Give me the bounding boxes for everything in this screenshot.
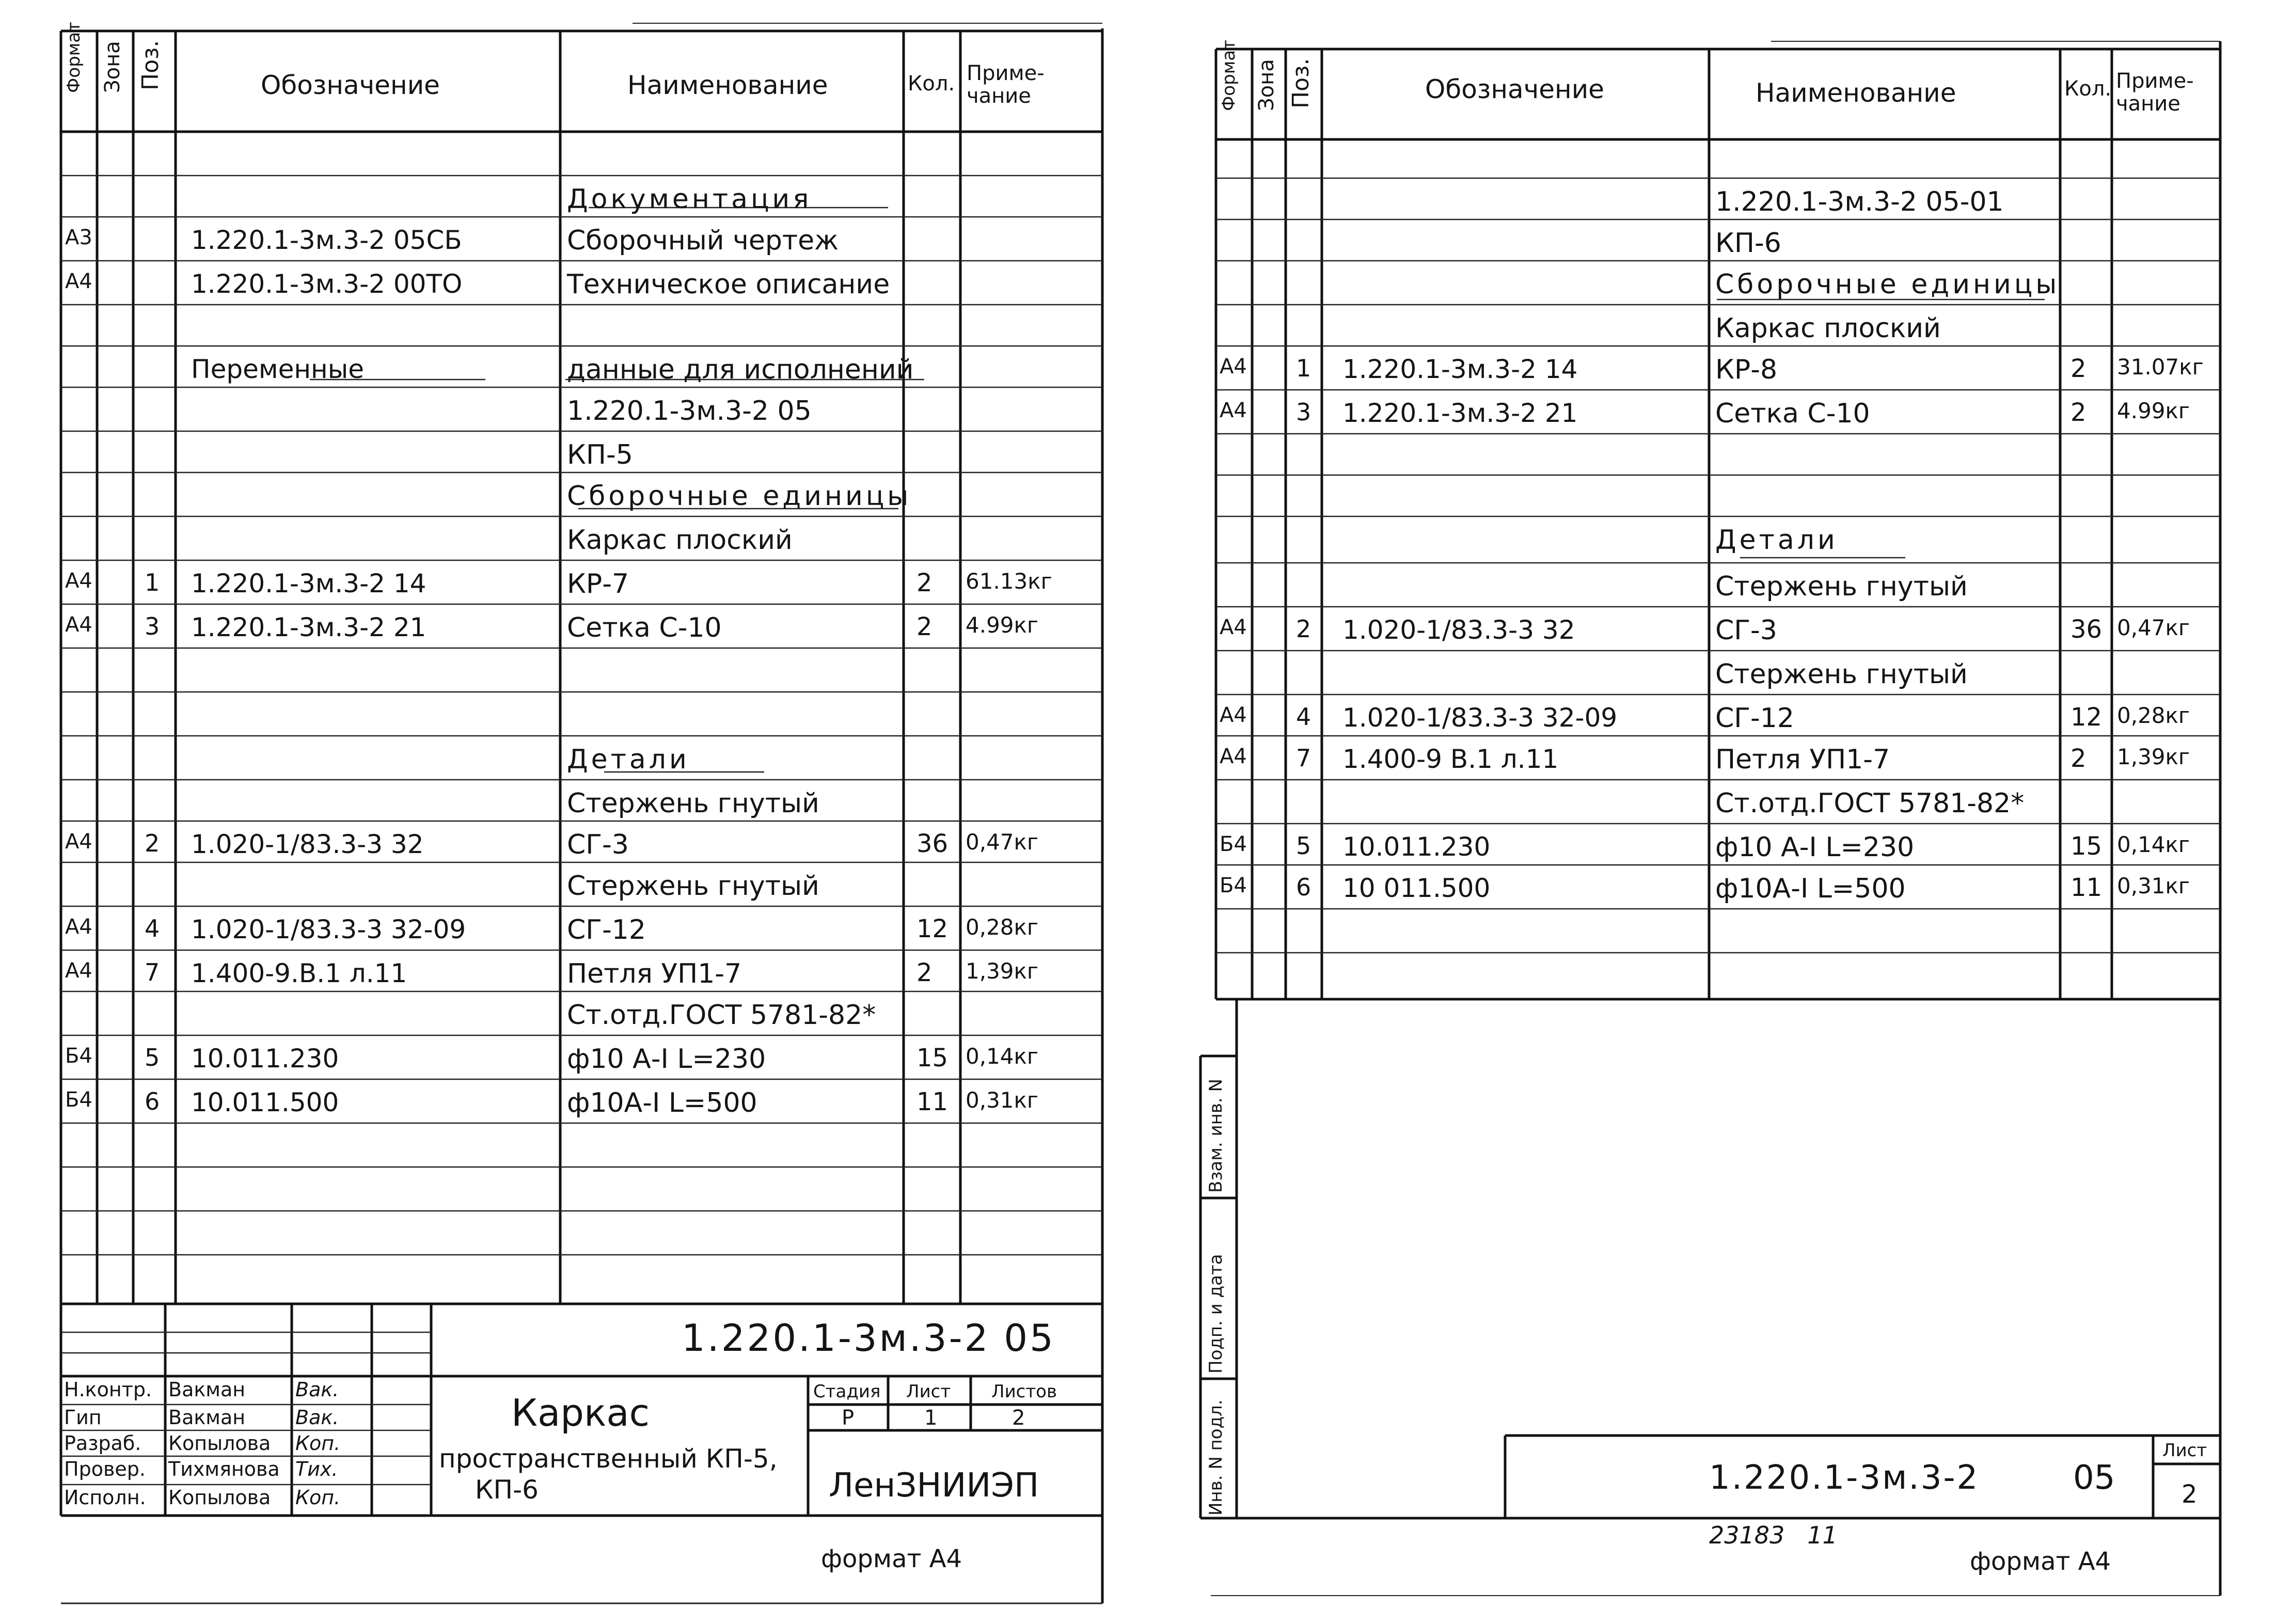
designation-cell: 1.020-1/83.3-3 32-09 bbox=[191, 915, 466, 944]
name-cell: СГ-12 bbox=[567, 915, 646, 945]
designation-cell: 1.220.1-3м.3-2 05СБ bbox=[191, 225, 462, 255]
qty-cell: 12 bbox=[916, 915, 949, 943]
format-cell: А4 bbox=[65, 959, 92, 983]
left-doc-number: 1.220.1-3м.3-2 05 bbox=[682, 1316, 1055, 1360]
role-cell: Провер. bbox=[64, 1458, 146, 1480]
name-cell: Ст.отд.ГОСТ 5781-82* bbox=[1715, 788, 2025, 819]
name-cell: ф10 А-I L=230 bbox=[567, 1044, 766, 1075]
designation-cell: 10.011.500 bbox=[191, 1087, 339, 1117]
format-cell: Б4 bbox=[1220, 874, 1247, 897]
position-cell: 5 bbox=[1296, 832, 1311, 860]
qty-cell: 2 bbox=[916, 958, 932, 987]
r-header-format: Формат bbox=[1219, 40, 1239, 111]
role-cell: Разраб. bbox=[64, 1432, 141, 1455]
qty-cell: 36 bbox=[916, 829, 949, 858]
format-cell: А4 bbox=[1220, 703, 1247, 727]
designation-cell: 1.220.1-3м.3-2 14 bbox=[1342, 354, 1578, 384]
person-name-cell: Копылова bbox=[168, 1486, 271, 1509]
note-cell: 1,39кг bbox=[2117, 744, 2190, 769]
note-cell: 61.13кг bbox=[966, 569, 1052, 594]
format-cell: Б4 bbox=[1220, 832, 1247, 856]
name-cell: Документация bbox=[567, 184, 812, 215]
left-sheet bbox=[0, 0, 1136, 1624]
sheets-label: Листов bbox=[991, 1381, 1057, 1402]
position-cell: 3 bbox=[1296, 398, 1311, 426]
note-cell: 4.99кг bbox=[2117, 398, 2190, 423]
r-header-designation: Обозначение bbox=[1425, 74, 1604, 104]
r-header-qty: Кол. bbox=[2064, 77, 2112, 101]
name-cell: СГ-12 bbox=[1715, 703, 1794, 734]
designation-cell: 1.220.1-3м.3-2 00ТО bbox=[191, 269, 463, 299]
designation-cell: 1.400-9 В.1 л.11 bbox=[1342, 744, 1559, 774]
title-line-3: КП-6 bbox=[475, 1475, 539, 1505]
name-cell: Сетка С-10 bbox=[567, 612, 722, 643]
signature-cell: Коп. bbox=[295, 1432, 341, 1455]
note-cell: 0,47кг bbox=[966, 829, 1038, 855]
role-cell: Гип bbox=[64, 1406, 102, 1429]
name-cell: Техническое описание bbox=[567, 269, 890, 300]
stamp-number: 23183 11 bbox=[1709, 1521, 1838, 1549]
name-cell: данные для исполнений bbox=[567, 354, 914, 385]
person-name-cell: Тихмянова bbox=[168, 1458, 280, 1480]
header-name: Наименование bbox=[627, 70, 828, 100]
format-cell: А4 bbox=[65, 915, 92, 939]
format-cell: А4 bbox=[65, 613, 92, 637]
header-qty: Кол. bbox=[908, 72, 955, 96]
position-cell: 7 bbox=[1296, 744, 1311, 772]
format-cell: Б4 bbox=[65, 1044, 92, 1068]
stage-label: Стадия bbox=[813, 1381, 881, 1402]
header-pos: Поз. bbox=[137, 40, 164, 90]
person-name-cell: Копылова bbox=[168, 1432, 271, 1455]
name-cell: Детали bbox=[567, 744, 690, 775]
side-label-replace: Взам. инв. N bbox=[1206, 1079, 1226, 1193]
position-cell: 4 bbox=[145, 915, 160, 942]
r-header-name: Наименование bbox=[1756, 78, 1956, 108]
sheets-value: 2 bbox=[1012, 1406, 1025, 1430]
side-label-inv: Инв. N подл. bbox=[1206, 1399, 1226, 1516]
qty-cell: 36 bbox=[2070, 615, 2103, 644]
title-line-1: Каркас bbox=[511, 1391, 650, 1434]
name-cell: 1.220.1-3м.3-2 05-01 bbox=[1715, 186, 2004, 217]
name-cell: Сетка С-10 bbox=[1715, 398, 1870, 429]
right-doc-suffix: 05 bbox=[2073, 1459, 2115, 1497]
name-cell: КП-6 bbox=[1715, 228, 1781, 259]
name-cell: КР-7 bbox=[567, 569, 629, 600]
position-cell: 1 bbox=[145, 569, 160, 596]
qty-cell: 2 bbox=[916, 612, 932, 641]
format-cell: А4 bbox=[65, 569, 92, 593]
position-cell: 4 bbox=[1296, 703, 1311, 731]
right-sheet-value: 2 bbox=[2182, 1480, 2198, 1509]
format-cell: Б4 bbox=[65, 1088, 92, 1112]
designation-cell: 1.020-1/83.3-3 32 bbox=[1342, 615, 1575, 645]
position-cell: 2 bbox=[145, 829, 160, 857]
name-cell: Сборочные единицы bbox=[567, 481, 912, 512]
position-cell: 3 bbox=[145, 612, 160, 640]
format-cell: А4 bbox=[1220, 399, 1247, 422]
name-cell: Сборочный чертеж bbox=[567, 225, 839, 256]
role-cell: Н.контр. bbox=[64, 1378, 152, 1401]
format-cell: А4 bbox=[1220, 745, 1247, 768]
designation-cell: 1.400-9.В.1 л.11 bbox=[191, 958, 407, 988]
note-cell: 0,31кг bbox=[966, 1087, 1038, 1113]
note-cell: 0,14кг bbox=[2117, 832, 2190, 857]
designation-cell: Переменные bbox=[191, 354, 364, 384]
header-format: Формат bbox=[64, 22, 84, 93]
signature-cell: Вак. bbox=[295, 1406, 339, 1429]
designation-cell: 1.220.1-3м.3-2 21 bbox=[1342, 398, 1578, 428]
position-cell: 2 bbox=[1296, 615, 1311, 643]
designation-cell: 10.011.230 bbox=[191, 1044, 339, 1074]
title-line-2: пространственный КП-5, bbox=[439, 1444, 778, 1474]
qty-cell: 11 bbox=[916, 1087, 949, 1116]
right-frame bbox=[1136, 0, 2292, 1624]
name-cell: 1.220.1-3м.3-2 05 bbox=[567, 396, 812, 427]
right-sheet-label: Лист bbox=[2162, 1440, 2207, 1461]
qty-cell: 12 bbox=[2070, 703, 2103, 732]
format-cell: А4 bbox=[1220, 616, 1247, 639]
qty-cell: 2 bbox=[916, 569, 932, 597]
designation-cell: 1.020-1/83.3-3 32-09 bbox=[1342, 703, 1618, 733]
name-cell: Петля УП1-7 bbox=[1715, 744, 1890, 775]
signature-cell: Вак. bbox=[295, 1378, 339, 1401]
sheet-value: 1 bbox=[924, 1406, 938, 1430]
name-cell: КР-8 bbox=[1715, 354, 1778, 385]
side-label-sign: Подп. и дата bbox=[1206, 1254, 1226, 1374]
header-zone: Зона bbox=[101, 41, 124, 93]
name-cell: Каркас плоский bbox=[567, 525, 793, 556]
name-cell: КП-5 bbox=[567, 439, 633, 470]
header-note: Приме- чание bbox=[967, 61, 1045, 108]
note-cell: 0,28кг bbox=[2117, 703, 2190, 728]
designation-cell: 1.020-1/83.3-3 32 bbox=[191, 829, 424, 859]
note-cell: 31.07кг bbox=[2117, 354, 2204, 380]
org-name: ЛенЗНИИЭП bbox=[829, 1467, 1039, 1505]
name-cell: Стержень гнутый bbox=[567, 788, 819, 819]
right-sheet bbox=[1136, 0, 2292, 1624]
name-cell: ф10 А-I L=230 bbox=[1715, 832, 1915, 863]
note-cell: 0,31кг bbox=[2117, 873, 2190, 898]
qty-cell: 2 bbox=[2070, 744, 2086, 773]
name-cell: СГ-3 bbox=[1715, 615, 1777, 646]
designation-cell: 10.011.230 bbox=[1342, 832, 1491, 862]
signature-cell: Тих. bbox=[295, 1458, 338, 1480]
note-cell: 0,28кг bbox=[966, 915, 1038, 940]
name-cell: Стержень гнутый bbox=[1715, 659, 1968, 690]
name-cell: Стержень гнутый bbox=[567, 871, 819, 902]
right-format-label: формат А4 bbox=[1970, 1547, 2111, 1576]
format-cell: А4 bbox=[1220, 355, 1247, 379]
format-cell: А4 bbox=[65, 830, 92, 854]
qty-cell: 11 bbox=[2070, 873, 2103, 902]
person-name-cell: Вакман bbox=[168, 1406, 246, 1429]
note-cell: 0,14кг bbox=[966, 1044, 1038, 1069]
designation-cell: 1.220.1-3м.3-2 21 bbox=[191, 612, 426, 642]
signature-cell: Коп. bbox=[295, 1486, 341, 1509]
name-cell: СГ-3 bbox=[567, 829, 629, 860]
position-cell: 6 bbox=[1296, 873, 1311, 901]
note-cell: 0,47кг bbox=[2117, 615, 2190, 640]
left-format-label: формат А4 bbox=[821, 1544, 962, 1573]
name-cell: Сборочные единицы bbox=[1715, 269, 2060, 300]
note-cell: 4.99кг bbox=[966, 612, 1038, 638]
format-cell: А4 bbox=[65, 270, 92, 293]
qty-cell: 15 bbox=[916, 1044, 949, 1073]
header-designation: Обозначение bbox=[261, 70, 440, 100]
r-header-pos: Поз. bbox=[1288, 58, 1314, 108]
qty-cell: 15 bbox=[2070, 832, 2103, 861]
format-cell: А3 bbox=[65, 226, 92, 249]
name-cell: ф10А-I L=500 bbox=[1715, 873, 1906, 904]
position-cell: 5 bbox=[145, 1044, 160, 1071]
name-cell: Петля УП1-7 bbox=[567, 958, 742, 989]
position-cell: 7 bbox=[145, 958, 160, 986]
stage-value: Р bbox=[842, 1406, 855, 1430]
name-cell: Стержень гнутый bbox=[1715, 571, 1968, 602]
designation-cell: 1.220.1-3м.3-2 14 bbox=[191, 569, 426, 598]
position-cell: 1 bbox=[1296, 354, 1311, 382]
note-cell: 1,39кг bbox=[966, 958, 1038, 984]
name-cell: ф10А-I L=500 bbox=[567, 1087, 757, 1118]
qty-cell: 2 bbox=[2070, 398, 2086, 427]
name-cell: Ст.отд.ГОСТ 5781-82* bbox=[567, 1000, 876, 1031]
position-cell: 6 bbox=[145, 1087, 160, 1115]
r-header-note: Приме- чание bbox=[2116, 69, 2194, 116]
name-cell: Детали bbox=[1715, 525, 1838, 556]
r-header-zone: Зона bbox=[1255, 59, 1278, 111]
name-cell: Каркас плоский bbox=[1715, 313, 1941, 344]
qty-cell: 2 bbox=[2070, 354, 2086, 383]
designation-cell: 10 011.500 bbox=[1342, 873, 1491, 903]
person-name-cell: Вакман bbox=[168, 1378, 246, 1401]
right-doc-number: 1.220.1-3м.3-2 bbox=[1709, 1459, 1980, 1497]
role-cell: Исполн. bbox=[64, 1486, 146, 1509]
sheet-label: Лист bbox=[906, 1381, 951, 1402]
